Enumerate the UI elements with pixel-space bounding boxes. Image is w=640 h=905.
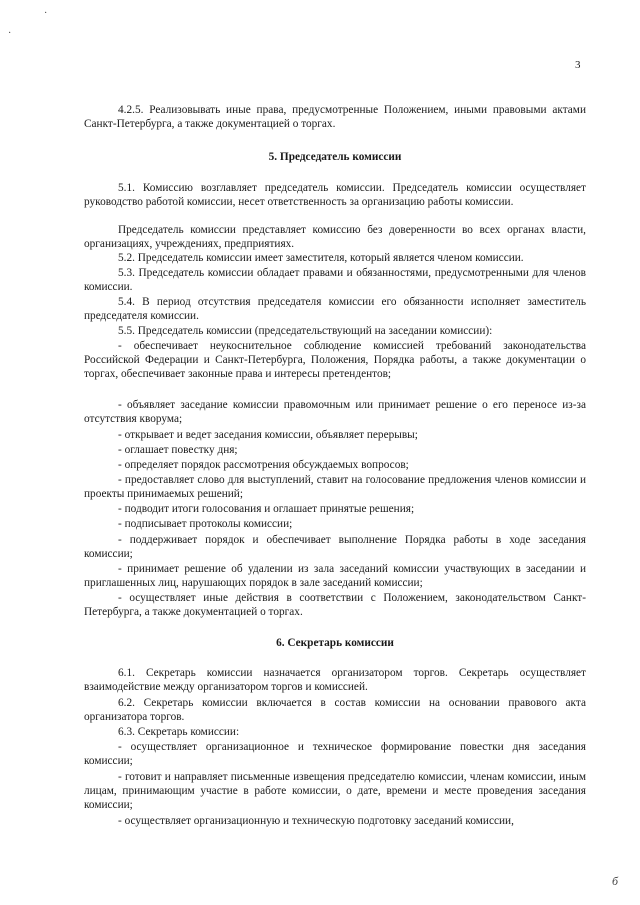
paragraph: Председатель комиссии представляет комиссию без доверенности во всех органах власти, организациях, учреждениях, предприятиях. <box>84 224 586 250</box>
paragraph: 5.3. Председатель комиссии обладает правами и обязанностями, предусмотренными для членов комиссии. <box>84 267 586 293</box>
section-6-heading: 6. Секретарь комиссии <box>276 637 394 649</box>
list-item: - готовит и направляет письменные извещения председателю комиссии, членам комиссии, иным лицам, принимающим участие в работе комиссии, о дате, времени и месте проведения заседания комиссии; <box>84 771 586 811</box>
paragraph: 5.2. Председатель комиссии имеет заместителя, который является членом комиссии. <box>118 252 524 264</box>
paragraph: 5.4. В период отсутствия председателя комиссии его обязанности исполняет заместитель председателя комиссии. <box>84 296 586 322</box>
list-item: - осуществляет иные действия в соответствии с Положением, законодательством Санкт-Петербурга, а также документацией о торгах. <box>84 592 586 618</box>
paragraph: 6.2. Секретарь комиссии включается в состав комиссии на основании правового акта организатора торгов. <box>84 697 586 723</box>
list-item: - принимает решение об удалении из зала заседаний комиссии участвующих в заседании и приглашенных лиц, нарушающих порядок в зале заседаний комиссии; <box>84 563 586 589</box>
scan-speck: · <box>8 28 12 39</box>
scan-speck: · <box>44 8 48 19</box>
paragraph: 5.1. Комиссию возглавляет председатель комиссии. Председатель комиссии осуществляет руководство работой комиссии, несет ответственность за организацию работы комиссии. <box>84 182 586 208</box>
list-item: - объявляет заседание комиссии правомочным или принимает решение о его переносе из-за отсутствия кворума; <box>84 399 586 425</box>
list-item: - подписывает протоколы комиссии; <box>118 518 293 530</box>
list-item: - оглашает повестку дня; <box>118 444 238 456</box>
paragraph-4-2-5: 4.2.5. Реализовывать иные права, предусмотренные Положением, иными правовыми актами Санкт-Петербурга, а также документацией о торгах. <box>84 104 586 130</box>
paragraph: 6.3. Секретарь комиссии: <box>118 726 240 738</box>
list-item: - осуществляет организационную и техническую подготовку заседаний комиссии, <box>118 815 514 827</box>
list-item: - открывает и ведет заседания комиссии, объявляет перерывы; <box>118 429 418 441</box>
list-item: - осуществляет организационное и техническое формирование повестки дня заседания комиссии; <box>84 741 586 767</box>
paragraph: 6.1. Секретарь комиссии назначается организатором торгов. Секретарь осуществляет взаимодействие между организатором торгов и комиссией. <box>84 667 586 693</box>
paragraph: 5.5. Председатель комиссии (председательствующий на заседании комиссии): <box>118 325 493 337</box>
section-5-heading: 5. Председатель комиссии <box>268 151 402 163</box>
page-number: 3 <box>575 59 581 71</box>
list-item: - предоставляет слово для выступлений, ставит на голосование предложения членов комиссии и проекты принимаемых решений; <box>84 474 586 500</box>
list-item: - подводит итоги голосования и оглашает принятые решения; <box>118 503 415 515</box>
list-item: - обеспечивает неукоснительное соблюдение комиссией требований законодательства Российской Федерации и Санкт-Петербурга, Положения, Порядка работы, а также документации о торгах, обеспечивает законные права и интересы претендентов; <box>84 340 586 380</box>
list-item: - поддерживает порядок и обеспечивает выполнение Порядка работы в ходе заседания комиссии; <box>84 534 586 560</box>
corner-mark: б <box>612 874 619 888</box>
list-item: - определяет порядок рассмотрения обсуждаемых вопросов; <box>118 459 409 471</box>
